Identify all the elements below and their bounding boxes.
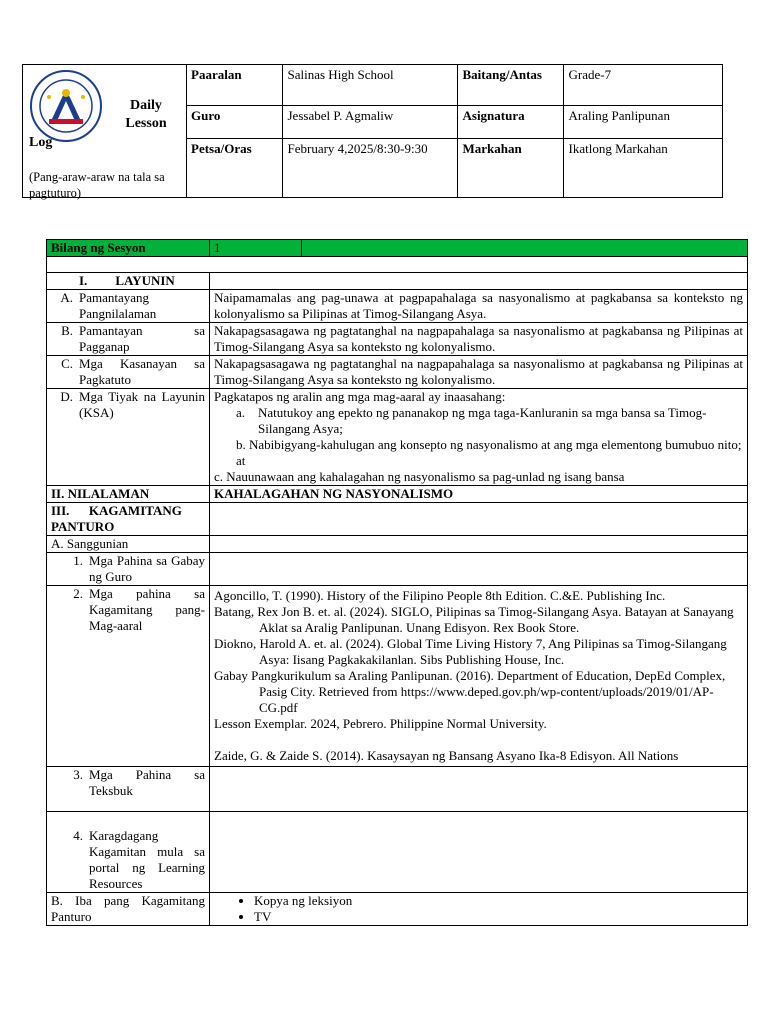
spacer-row [47, 257, 748, 273]
markahan-value: Ikatlong Markahan [563, 138, 722, 197]
layunin-c-label: C. Mga Kasanayan sa Pagkatuto [47, 356, 210, 389]
nilalaman-value: KAHALAGAHAN NG NASYONALISMO [210, 486, 748, 503]
list-item: • TV [254, 909, 743, 925]
layunin-c-text: Nakapagsasagawa ng pagtatanghal na nagpapahalaga sa nasyonalismo at pagkabansa ng Pilipinas at Timog-Silangang Asya sa konteksto ng kolonyalismo. [210, 356, 748, 389]
guro-value: Jessabel P. Agmaliw [282, 105, 457, 138]
iba-pang-kagamitan-label: B. Iba pang Kagamitang Panturo [47, 893, 210, 926]
paaralan-value: Salinas High School [282, 65, 457, 105]
asignatura-label: Asignatura [457, 105, 563, 138]
references-list [210, 586, 748, 767]
baitang-label: Baitang/Antas [457, 65, 563, 105]
layunin-b-label: B. Pamantayan sa Pagganap [47, 323, 210, 356]
deped-seal-icon [29, 69, 103, 143]
item2-label: 2. Mga pahina sa Kagamitang pang-Mag-aaral [47, 586, 210, 767]
markahan-label: Markahan [457, 138, 563, 197]
item3-label: 3. Mga Pahina sa Teksbuk [47, 767, 210, 812]
petsa-value: February 4,2025/8:30-9:30 [282, 138, 457, 197]
title-log: Log [29, 135, 53, 150]
asignatura-value: Araling Panlipunan [563, 105, 722, 138]
guro-label: Guro [186, 105, 282, 138]
reference-item: Gabay Pangkurikulum sa Araling Panlipunan. (2016). Department of Education, DepEd Complex, Pasig City. Retrieved from https://www.deped.gov.ph/wp-content/uploads/2019/01/AP-CG.pdf [214, 668, 726, 715]
item1-label: 1. Mga Pahina sa Gabay ng Guro [47, 553, 210, 586]
layunin-d-text: Pagkatapos ng aralin ang mga mag-aaral ay inaasahang: a. Natutukoy ang epekto ng pananakop ng mga taga-Kanluranin sa mga bansa sa Timog-Silangang Asya; b. Nabibigyang-kahulugan ang konsepto ng nasyonalismo at ang mga elementong bumubuo nito; at c. Nauunawaan ang kahalagahan ng nasyonalismo sa pag-unlad ng isang bansa [210, 389, 748, 486]
paaralan-label: Paaralan [186, 65, 282, 105]
nilalaman-label: II. NILALAMAN [47, 486, 210, 503]
reference-item: Diokno, Harold A. et. al. (2024). Global Time Living History 7, Ang Pilipinas sa Timog-Silangang Asya: Iisang Pagkakakilanlan. Sibs Publishing House, Inc. [214, 636, 727, 667]
layunin-a-label: A. Pamantayang Pangnilalaman [47, 290, 210, 323]
baitang-value: Grade-7 [563, 65, 722, 105]
kagamitan-label: III. KAGAMITANG PANTURO [47, 503, 210, 536]
layunin-b-text: Nakapagsasagawa ng pagtatanghal na nagpapahalaga sa nasyonalismo at pagkabansa ng Pilipinas at Timog-Silangang Asya sa konteksto ng kolonyalismo. [210, 323, 748, 356]
layunin-a-text: Naipamamalas ang pag-unawa at pagpapahalaga sa nasyonalismo at pagkabansa sa konteksto ng kolonyalismo sa Pilipinas at Timog-Silangang Asya. [210, 290, 748, 323]
reference-item: Lesson Exemplar. 2024, Pebrero. Philippine Normal University. [214, 716, 547, 731]
layunin-heading: I. LAYUNIN [47, 273, 210, 290]
subtitle: (Pang-araw-araw na tala sa pagtuturo) [29, 170, 165, 200]
reference-item: Agoncillo, T. (1990). History of the Filipino People 8th Edition. C.&E. Publishing Inc. [214, 588, 666, 603]
reference-item: Zaide, G. & Zaide S. (2014). Kasaysayan ng Bansang Asyano Ika-8 Edisyon. All Nations [214, 748, 679, 763]
header-title-cell [23, 65, 187, 200]
session-value: 1 [210, 240, 302, 257]
sanggunian-label: A. Sanggunian [47, 536, 210, 553]
iba-pang-kagamitan-list [210, 893, 748, 926]
session-row [47, 240, 748, 257]
session-label: Bilang ng Sesyon [47, 240, 210, 257]
lesson-table [46, 239, 748, 926]
layunin-d-label: D. Mga Tiyak na Layunin (KSA) [47, 389, 210, 486]
title-daily-lesson: Daily Lesson [125, 98, 167, 131]
header-table [22, 64, 723, 198]
petsa-label: Petsa/Oras [186, 138, 282, 197]
item4-label: 4. Karagdagang Kagamitan mula sa portal ng Learning Resources [47, 812, 210, 893]
list-item: • Kopya ng leksiyon [254, 893, 743, 909]
reference-item: Batang, Rex Jon B. et. al. (2024). SIGLO, Pilipinas sa Timog-Silangang Asya. Batayan at Sanayang Aklat sa Aralig Panlipunan. Unang Edisyon. Rex Book Store. [214, 604, 734, 635]
